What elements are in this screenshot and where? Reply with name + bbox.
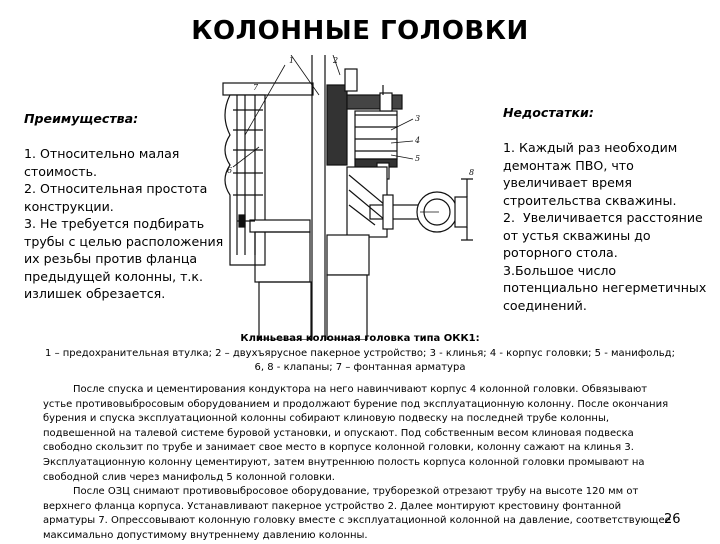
fig-label-7: 7: [253, 83, 259, 92]
disadvantage-item: 1. Каждый раз необходим демонтаж ПВО, что увеличивает время строительства скважины.: [503, 140, 682, 208]
fig-label-3: 3: [415, 114, 421, 123]
disadvantage-item: 3.Большое число потенциально негерметичных соединений.: [503, 262, 711, 313]
column-head-drawing: [215, 55, 485, 340]
figure-caption-title: Клиньевая колонная головка типа ОКК1:: [240, 333, 480, 344]
advantages-block: [24, 110, 239, 303]
fig-label-1: 1: [289, 56, 295, 65]
figure-caption-text: 1 – предохранительная втулка; 2 – двухъярусное пакерное устройство; 3 - клинья; 4 - корпус головки; 5 - манифольд; 6, 8 - клапаны; 7 – фонтанная арматура: [45, 348, 675, 373]
fig-label-6: 6: [227, 166, 233, 175]
central-pipe: [312, 55, 325, 340]
left-body-housing: [223, 83, 313, 340]
disadvantages-heading: Недостатки:: [503, 105, 594, 120]
advantage-item: 3. Не требуется подбирать трубы с целью расположения их резьбы против фланца предыдущей колонны, т.к. излишек обрезается.: [24, 216, 228, 301]
body-text: [43, 383, 673, 544]
disadvantage-item: 2. Увеличивается расстояние от устья скважины до роторного стола.: [503, 210, 707, 260]
body-paragraph: После ОЗЦ снимают противовыбросовое оборудование, труборезкой отрезают трубу на высоте 120 мм от верхнего фланца корпуса. Устанавливают пакерное устройство 2. Далее монтируют крестовину фонтанной арматуры 7. Опрессовывают колонную головку вместе с эксплуатационной колонной на давление, соответствующее максимально допустимому внутреннему давлению колонны.: [43, 486, 671, 541]
advantages-heading: Преимущества:: [24, 111, 139, 126]
fig-label-4: 4: [415, 136, 421, 145]
slide-title: КОЛОННЫЕ ГОЛОВКИ: [191, 16, 529, 46]
advantage-item: 1. Относительно малая стоимость.: [24, 146, 184, 179]
page-number: 26: [664, 512, 681, 527]
advantage-item: 2. Относительная простота конструкции.: [24, 181, 212, 214]
fig-label-8: 8: [469, 168, 475, 177]
fig-label-2: 2: [333, 56, 339, 65]
disadvantages-block: [503, 104, 711, 314]
body-paragraph: После спуска и цементирования кондуктора на него навинчивают корпус 4 колонной головки. Обвязывают устье противовыбросовым оборудованием и продолжают бурение под эксплуатационную колонну. После окончания бурения и спуска эксплуатационной колонны собирают клиновую подвеску на последней трубе колонны, подвешенной на талевой системе буровой установки, и опускают. Под собственным весом клиновая подвеска свободно скользит по трубе и занимает свое место в корпусе колонной головки, колонну сажают на клинья 3. Эксплуатационную колонну цементируют, затем внутреннюю полость корпуса колонной головки промывают на свободной слив через манифольд 5 колонной головки.: [43, 384, 669, 483]
fig-label-5: 5: [415, 154, 421, 163]
